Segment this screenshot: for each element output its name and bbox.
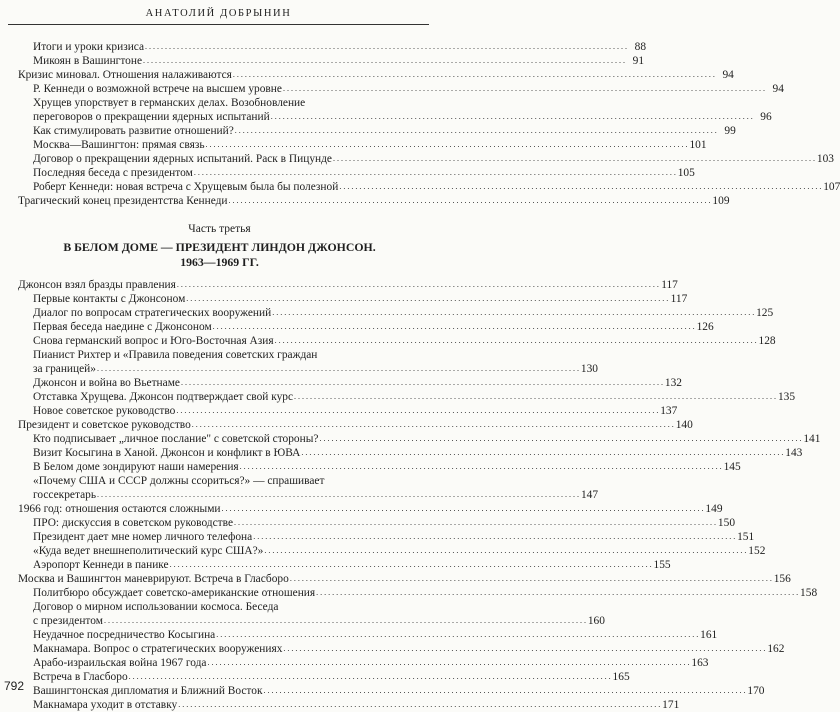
- toc-entry-page: 149: [705, 503, 723, 515]
- toc-entry: [18, 572, 791, 586]
- leader-dots: [192, 417, 674, 432]
- toc-entry-page: 145: [723, 461, 741, 473]
- toc-entry: [18, 138, 707, 152]
- toc-entry: [18, 670, 630, 684]
- toc-entry-title: Итоги и уроки кризиса: [33, 41, 145, 53]
- toc-entry: [18, 376, 682, 390]
- leader-dots: [170, 557, 652, 572]
- leader-dots: [316, 585, 798, 600]
- toc-entry: [18, 40, 647, 54]
- toc-entry-page: 155: [653, 559, 671, 571]
- toc-entry: [18, 516, 736, 530]
- toc-entry-title-line: с президентом: [33, 615, 103, 627]
- toc-entry-page: 158: [800, 587, 818, 599]
- toc-entry: [18, 446, 803, 460]
- toc-entry-title: Трагический конец президентства Кеннеди: [18, 195, 228, 207]
- leader-dots: [176, 403, 658, 418]
- toc-entry-title: Микоян в Вашингтоне: [33, 55, 143, 67]
- toc-entry-page: 96: [760, 111, 772, 123]
- toc-entry: [18, 306, 774, 320]
- part-title: В БЕЛОМ ДОМЕ — ПРЕЗИДЕНТ ЛИНДОН ДЖОНСОН.: [63, 240, 376, 254]
- leader-dots: [290, 571, 772, 586]
- toc-entry: [18, 292, 688, 306]
- toc-entry-title: Новое советское руководство: [33, 405, 176, 417]
- toc-entry: [18, 502, 723, 516]
- toc-entry-page: 171: [662, 699, 680, 711]
- toc-entry-title: Президент и советское руководство: [18, 419, 191, 431]
- leader-dots: [283, 641, 765, 656]
- toc-entry-title: Диалог по вопросам стратегических вооружений: [33, 307, 272, 319]
- leader-dots: [207, 655, 689, 670]
- toc-entry-title-line: за границей»: [33, 363, 96, 375]
- toc-entry-title: Встреча в Гласборо: [33, 671, 128, 683]
- toc-entry: [18, 348, 598, 376]
- toc-entry: [18, 544, 766, 558]
- toc-entry-title-line: переговоров о прекращении ядерных испытаний: [33, 111, 270, 123]
- toc-entry: [18, 166, 695, 180]
- part-label: Часть третья: [188, 223, 251, 235]
- leader-dots: [319, 431, 801, 446]
- leader-dots: [104, 613, 586, 628]
- leader-dots: [240, 459, 722, 474]
- toc-entry-title: ПРО: дискуссия в советском руководстве: [33, 517, 234, 529]
- leader-dots: [97, 361, 579, 376]
- toc-entry-page: 141: [803, 433, 821, 445]
- leader-dots: [129, 669, 611, 684]
- leader-dots: [229, 193, 711, 208]
- toc-entry-page: 161: [700, 629, 718, 641]
- toc-entry: [18, 656, 709, 670]
- leader-dots: [283, 81, 765, 96]
- leader-dots: [233, 67, 715, 82]
- toc-entry-title: Неудачное посредничество Косыгина: [33, 629, 216, 641]
- toc-entry-page: 126: [696, 321, 714, 333]
- toc-entry-page: 135: [777, 391, 796, 403]
- toc-entry: [18, 390, 796, 404]
- toc-entry-title: Макнамара. Вопрос о стратегических вооружениях: [33, 643, 283, 655]
- toc-entry-title: Отставка Хрущева. Джонсон подтверждает свой курс: [33, 391, 294, 403]
- toc-entry-page: 94: [772, 83, 784, 95]
- toc-entry-page: 163: [691, 657, 709, 669]
- toc-entry-title: Договор о прекращении ядерных испытаний. Раск в Пицунде: [33, 153, 332, 165]
- toc-entry-title: Последняя беседа с президентом: [33, 167, 193, 179]
- toc-entry-title: Р. Кеннеди о возможной встрече на высшем уровне: [33, 83, 282, 95]
- toc-entry: [18, 54, 645, 68]
- toc-entry-title-line: «Почему США и СССР должны ссориться?» — спрашивает: [33, 475, 325, 487]
- toc-entry: [18, 558, 671, 572]
- toc-entry-title: Джонсон и война во Вьетнаме: [33, 377, 180, 389]
- toc-entry-page: 101: [689, 139, 707, 151]
- toc-entry-page: 125: [756, 307, 774, 319]
- leader-dots: [216, 627, 698, 642]
- toc-entry-title-line: Договор о мирном использовании космоса. Беседа: [33, 601, 279, 613]
- toc-entry: [18, 334, 776, 348]
- leader-dots: [143, 53, 625, 68]
- toc-entry-title: Президент дает мне номер личного телефона: [33, 531, 253, 543]
- toc-entry-title: Первые контакты с Джонсоном: [33, 293, 186, 305]
- leader-dots: [186, 291, 668, 306]
- toc-entry-page: 132: [664, 377, 682, 389]
- toc-entry-page: 143: [785, 447, 803, 459]
- toc-entry: [18, 404, 678, 418]
- page-number: 792: [4, 679, 25, 693]
- toc-entry: [18, 530, 755, 544]
- toc-entry-page: 151: [737, 531, 755, 543]
- leader-dots: [213, 319, 695, 334]
- toc-entry-page: 128: [758, 335, 776, 347]
- toc-entry-page: 105: [677, 167, 695, 179]
- toc-entry-page: 99: [724, 125, 736, 137]
- toc-entry: [18, 698, 680, 712]
- toc-entry-title: Кризис миновал. Отношения налаживаются: [18, 69, 232, 81]
- table-of-contents: [18, 40, 840, 712]
- running-header: АНАТОЛИЙ ДОБРЫНИН: [8, 8, 429, 25]
- leader-dots: [145, 39, 627, 54]
- leader-dots: [194, 165, 676, 180]
- leader-dots: [181, 375, 663, 390]
- toc-entry-page: 91: [632, 55, 645, 67]
- toc-entry: [18, 96, 772, 124]
- toc-entry: [18, 152, 834, 166]
- toc-entry-title: Кто подписывает „личное послание" с советской стороны?: [33, 433, 319, 445]
- leader-dots: [97, 487, 579, 502]
- toc-entry-page: 152: [748, 545, 766, 557]
- toc-entry-page: 150: [717, 517, 736, 529]
- toc-entry-title: Визит Косыгина в Ханой. Джонсон и конфликт в ЮВА: [33, 447, 301, 459]
- leader-dots: [234, 515, 716, 530]
- toc-entry-title: «Куда ведет внешнеполитический курс США?»: [33, 545, 264, 557]
- toc-entry-page: 156: [773, 573, 791, 585]
- toc-entry: [18, 586, 818, 600]
- leader-dots: [294, 389, 776, 404]
- leader-dots: [339, 179, 821, 194]
- toc-entry: [18, 418, 693, 432]
- toc-entry: [18, 180, 840, 194]
- leader-dots: [253, 529, 735, 544]
- toc-entry-title-line: Пианист Рихтер и «Правила поведения советских граждан: [33, 349, 318, 361]
- toc-entry-page: 140: [675, 419, 693, 431]
- toc-entry: [18, 684, 765, 698]
- toc-entry-page: 130: [580, 363, 598, 375]
- toc-entry-page: 165: [612, 671, 630, 683]
- leader-dots: [271, 109, 753, 124]
- toc-entry: [18, 460, 741, 474]
- toc-entry-page: 162: [767, 643, 785, 655]
- leader-dots: [177, 277, 659, 292]
- toc-entry-title: Аэропорт Кеннеди в панике: [33, 559, 169, 571]
- leader-dots: [206, 137, 688, 152]
- part-years: 1963—1969 ГГ.: [180, 255, 259, 269]
- toc-entry-title: Арабо-израильская война 1967 года: [33, 657, 207, 669]
- toc-entry-title: Вашингтонская дипломатия и Ближний Восток: [33, 685, 263, 697]
- toc-entry-page: 170: [747, 685, 765, 697]
- toc-entry: [18, 474, 599, 502]
- leader-dots: [272, 305, 754, 320]
- leader-dots: [222, 501, 704, 516]
- toc-entry-title: Снова германский вопрос и Юго-Восточная Азия: [33, 335, 274, 347]
- toc-entry-page: 117: [661, 279, 678, 291]
- leader-dots: [178, 697, 660, 712]
- toc-entry: [18, 628, 718, 642]
- toc-entry: [18, 82, 784, 96]
- toc-entry: [18, 600, 605, 628]
- leader-dots: [264, 543, 746, 558]
- toc-entry-page: 109: [712, 195, 730, 207]
- toc-entry: [18, 194, 730, 208]
- toc-entry: [18, 278, 678, 292]
- leader-dots: [333, 151, 815, 166]
- toc-entry-page: 137: [660, 405, 678, 417]
- toc-entry-page: 107: [823, 181, 840, 193]
- toc-entry-page: 103: [816, 153, 834, 165]
- toc-entry-title: В Белом доме зондируют наши намерения: [33, 461, 239, 473]
- toc-entry-page: 88: [634, 41, 647, 53]
- toc-entry: [18, 124, 736, 138]
- toc-entry-page: 94: [722, 69, 734, 81]
- toc-entry-title-line: госсекретарь: [33, 489, 97, 501]
- toc-entry-page: 160: [587, 615, 605, 627]
- toc-entry-title: Москва и Вашингтон маневрируют. Встреча в Гласборо: [18, 573, 289, 585]
- leader-dots: [263, 683, 745, 698]
- toc-entry-title: Москва—Вашингтон: прямая связь: [33, 139, 205, 151]
- toc-entry: [18, 642, 785, 656]
- toc-block-part-two: [18, 40, 840, 208]
- leader-dots: [301, 445, 783, 460]
- toc-entry-title: Роберт Кеннеди: новая встреча с Хрущевым была бы полезной: [33, 181, 339, 193]
- toc-entry-title: 1966 год: отношения остаются сложными: [18, 503, 221, 515]
- toc-entry: [18, 68, 734, 82]
- toc-entry-title: Макнамара уходит в отставку: [33, 699, 178, 711]
- toc-entry-title: Первая беседа наедине с Джонсоном: [33, 321, 212, 333]
- toc-entry-title-line: Хрущев упорствует в германских делах. Возобновление: [33, 97, 306, 109]
- toc-entry-title: Политбюро обсуждает советско-американские отношения: [33, 587, 316, 599]
- toc-entry-title: Как стимулировать развитие отношений?: [33, 125, 234, 137]
- leader-dots: [235, 123, 717, 138]
- toc-entry-page: 147: [580, 489, 599, 501]
- toc-entry: [18, 320, 714, 334]
- toc-block-part-three: [18, 278, 821, 712]
- toc-entry: [18, 432, 821, 446]
- toc-entry-page: 117: [670, 293, 688, 305]
- toc-entry-title: Джонсон взял бразды правления: [18, 279, 176, 291]
- leader-dots: [275, 333, 757, 348]
